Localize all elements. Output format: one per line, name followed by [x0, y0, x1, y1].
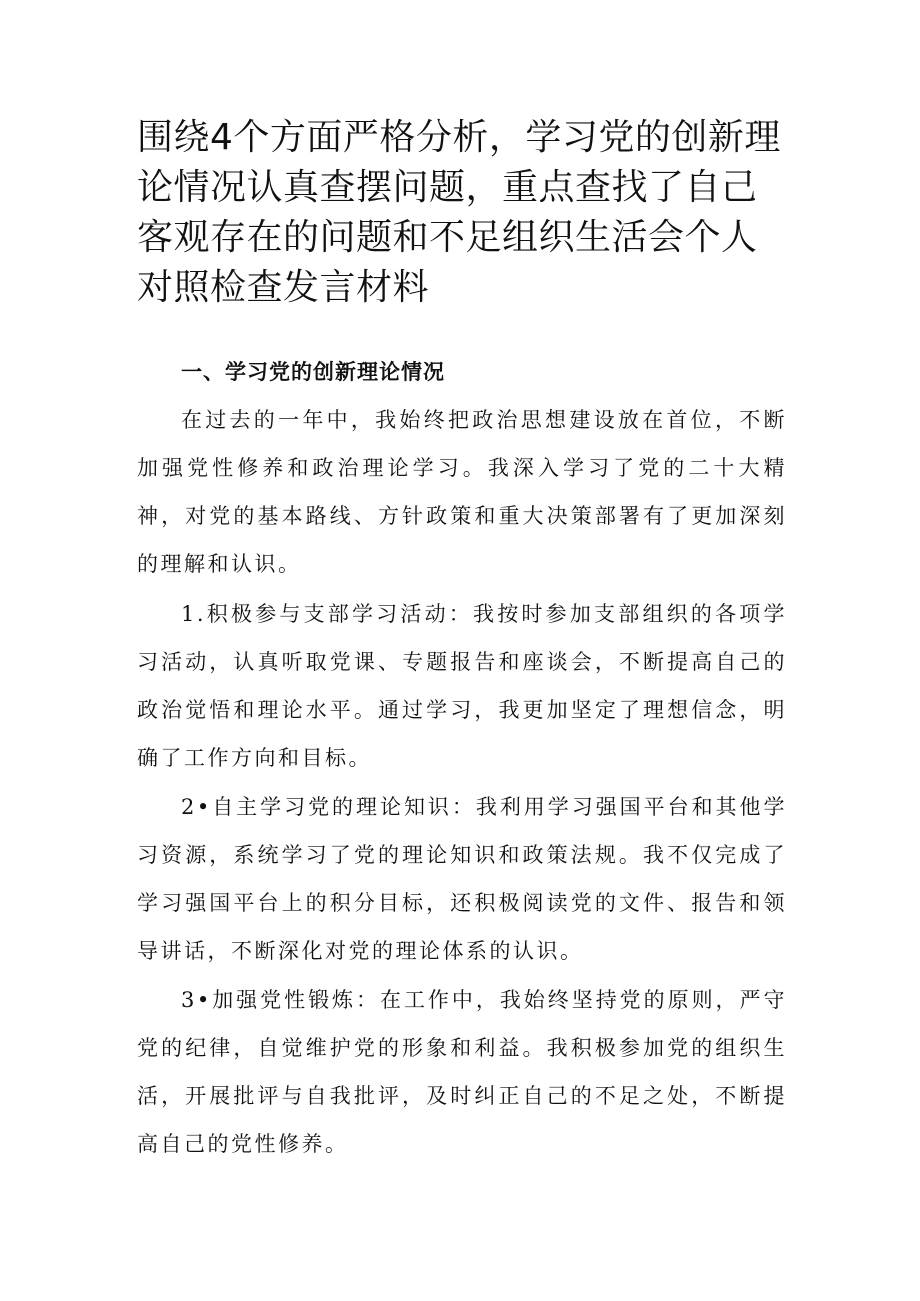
- list-item-paragraph: 3•加强党性锻炼：在工作中，我始终坚持党的原则，严守党的纪律，自觉维护党的形象和利益。我积极参加党的组织生活，开展批评与自我批评，及时纠正自己的不足之处，不断提高自己的党性修养。: [137, 988, 787, 1156]
- list-item-paragraph: 2•自主学习党的理论知识：我利用学习强国平台和其他学习资源，系统学习了党的理论知识和政策法规。我不仅完成了学习强国平台上的积分目标，还积极阅读党的文件、报告和领导讲话，不断深化对党的理论体系的认识。: [137, 795, 787, 963]
- section-heading: 一、学习党的创新理论情况: [181, 359, 445, 384]
- list-item-paragraph: 1.积极参与支部学习活动：我按时参加支部组织的各项学习活动，认真听取党课、专题报告和座谈会，不断提高自己的政治觉悟和理论水平。通过学习，我更加坚定了理想信念，明确了工作方向和目标。: [137, 602, 787, 770]
- document-title: 围绕4个方面严格分析，学习党的创新理论情况认真查摆问题，重点查找了自己客观存在的问题和不足组织生活会个人对照检查发言材料: [137, 117, 781, 308]
- intro-paragraph: 在过去的一年中，我始终把政治思想建设放在首位，不断加强党性修养和政治理论学习。我深入学习了党的二十大精神，对党的基本路线、方针政策和重大决策部署有了更加深刻的理解和认识。: [137, 408, 787, 576]
